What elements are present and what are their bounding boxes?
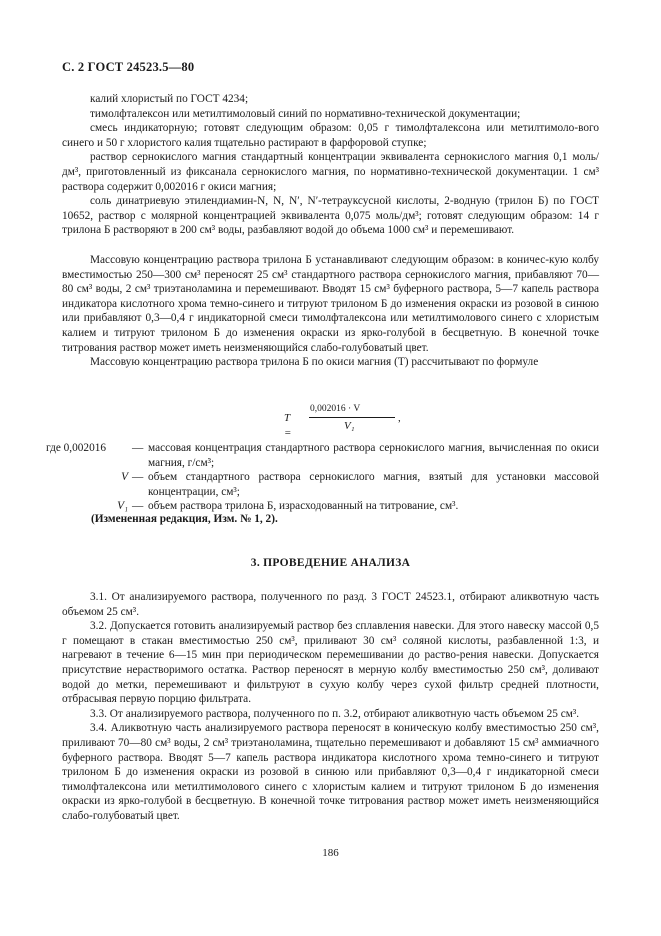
titration-paragraph: Массовую концентрацию раствора трилона Б устанавливают следующим образом: в коничес-кую колбу вместимостью 250—300 см³ переносят 25 см³ стандартного раствора сернокислого магния, прибавляют 70—80 см³ воды, 2 см³ триэтаноламина и перемешивают. Вводят 15 см³ буферного раствора, 5—7 капель раствора индикатора кислотного хрома темно-синего и титруют трилоном Б до изменения окраски из розовой в синюю или прибавляют 0,3—0,4 г индикаторной смеси тимолфталексона или метилтимолового синего с хлористым калием и титруют трилоном Б до изменения окраски из ярко-голубой в бесцветную. В конечной точке титрования раствор может иметь неизменяющийся слабо-голубоватый цвет. [62, 254, 599, 354]
where-key: где 0,002016 [46, 442, 107, 454]
where-text: массовая концентрация стандартного раствора сернокислого магния, вычисленная по окиси магния, г/см³; [148, 442, 599, 469]
where-row [46, 441, 599, 470]
where-text: объем раствора трилона Б, израсходованный на титрование, см³. [148, 500, 459, 513]
running-header: С. 2 ГОСТ 24523.5—80 [62, 60, 195, 74]
clause-3-1: 3.1. От анализируемого раствора, полученного по разд. 3 ГОСТ 24523.1, отбирают аликвотную часть объемом 25 см³. [62, 591, 599, 618]
clause-3-3: 3.3. От анализируемого раствора, полученного по п. 3.2, отбирают аликвотную часть объемом 25 см³. [90, 707, 580, 720]
clause-3-2: 3.2. Допускается готовить анализируемый раствор без сплавления навески. Для этого навеску массой 0,5 г помещают в стакан вместимостью 250 см³, приливают 30 см³ соляной кислоты, разбавленной 1:3, и нагревают в течение 6—15 мин при периодическом перемешивании до раство-рения навески. Допускается присутствие нерастворимого остатка. Раствор переносят в мерную колбу вместимостью 250 см³, доливают водой до метки, перемешивают и фильтруют в сухую колбу через сухой фильтр средней плотности, отбрасывая первую порцию фильтрата. [62, 620, 599, 706]
reagent-mgso4: раствор сернокислого магния стандартный концентрации эквивалента сернокислого магния 0,1 моль/дм³, приготовленный из фиксанала сернокислого магния, по нормативно-технической документации. 1 см³ раствора содержит 0,002016 г окиси магния; [62, 151, 599, 193]
procedure-block [62, 590, 599, 824]
section-title: 3. ПРОВЕДЕНИЕ АНАЛИЗА [250, 557, 411, 569]
fraction-bar [309, 417, 395, 418]
where-text: объем стандартного раствора сернокислого магния, взятый для установки массовой концентрации, см³; [148, 471, 599, 498]
reagent-trilon: соль динатриевую этилендиамин-N, N, N′, N′-тетрауксусной кислоты, 2-водную (трилон Б) по ГОСТ 10652, раствор с молярной концентрацией эквивалента 0,075 моль/дм³; готовят следующим образом: 14 г трилона Б растворяют в 200 см³ воды, разбавляют водой до объема 1000 см³ и перемешивают. [62, 195, 599, 237]
formula-tail: , [398, 412, 401, 424]
where-dash: — [132, 442, 144, 454]
where-dash: — [132, 500, 144, 513]
formula-denominator: V₁ [344, 420, 355, 432]
formula-numerator: 0,002016 · V [310, 404, 361, 414]
reagent-indicator: тимолфталексон или метилтимоловый синий по нормативно-технической документации; [90, 107, 521, 120]
where-key: V [121, 471, 128, 484]
formula-lhs: T = [284, 412, 292, 439]
reagents-list [62, 92, 599, 238]
where-row [62, 470, 599, 499]
where-dash: — [132, 471, 144, 484]
reagent-mixture: смесь индикаторную; готовят следующим образом: 0,05 г тимолфталексона или метилтимоло-вого синего и 50 г хлористого калия тщательно растирают в фарфоровой ступке; [62, 122, 599, 149]
where-list [46, 441, 599, 514]
edit-note: (Измененная редакция, Изм. № 1, 2). [91, 513, 278, 525]
where-key: V₁ [117, 500, 128, 513]
titration-block [62, 253, 599, 370]
page-number: 186 [322, 847, 339, 859]
clause-3-4: 3.4. Аликвотную часть анализируемого раствора переносят в коническую колбу вместимостью 250 см³, приливают 70—80 см³ воды, 2 см³ триэтаноламина, тщательно перемешивают и добавляют 15 см³ аммиачного буферного раствора. Вводят 5—7 капель раствора индикатора кислотного хрома темно-синего и титруют трилоном Б до изменения окраски из розовой в синюю или прибавляют 0,3—0,4 г индикаторной смеси тимолфталексона или метилтимолового синего с хлористым калием и титруют трилоном Б до изменения окраски из ярко-голубой в бесцветную. В конечной точке титрования раствор может иметь неизменяющийся слабо-голубоватый цвет. [62, 722, 599, 822]
reagent-kcl: калий хлористый по ГОСТ 4234; [90, 93, 249, 105]
calc-intro: Массовую концентрацию раствора трилона Б по окиси магния (T) рассчитывают по формуле [90, 356, 539, 369]
